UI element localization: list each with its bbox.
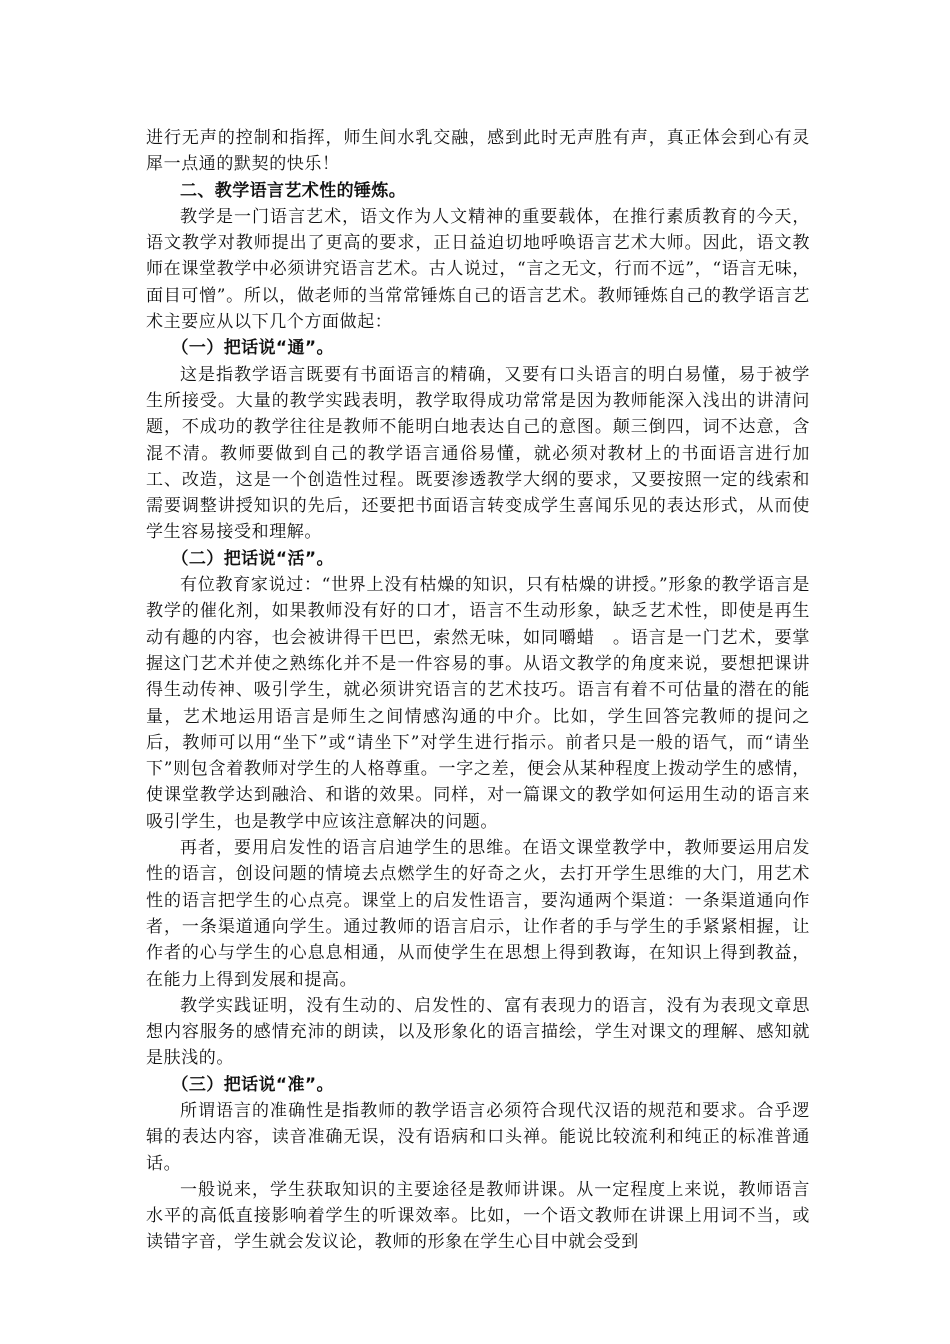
- document-page: [146, 125, 810, 1256]
- paragraph-continued: 进行无声的控制和指挥，师生间水乳交融，感到此时无声胜有声，真正体会到心有灵犀一点通的默契的快乐！: [146, 128, 810, 175]
- paragraph-intro: 教学是一门语言艺术，语文作为人文精神的重要载体，在推行素质教育的今天，语文教学对教师提出了更高的要求，正日益迫切地呼唤语言艺术大师。因此，语文教师在课堂教学中必须讲究语言艺术。古人说过，“言之无文，行而不远”，“语言无味，面目可憎”。所以，做老师的当常常锤炼自己的语言艺术。教师锤炼自己的教学语言艺术主要应从以下几个方面做起：: [146, 206, 810, 333]
- paragraph-shijian: 教学实践证明，没有生动的、启发性的、富有表现力的语言，没有为表现文章思想内容服务的感情充沛的朗读，以及形象化的语言描绘，学生对课文的理解、感知就是肤浅的。: [146, 995, 810, 1069]
- paragraph-jiangke: 一般说来，学生获取知识的主要途径是教师讲课。从一定程度上来说，教师语言水平的高低直接影响着学生的听课效率。比如，一个语文教师在讲课上用词不当，或读错字音，学生就会发议论，教师的形象在学生心目中就会受到: [146, 1179, 810, 1253]
- paragraph-zhun: 所谓语言的准确性是指教师的教学语言必须符合现代汉语的规范和要求。合乎逻辑的表达内容，读音准确无误，没有语病和口头禅。能说比较流利和纯正的标准普通话。: [146, 1100, 810, 1174]
- subheading-3: （三）把话说“准”。: [171, 1074, 334, 1095]
- subheading-1: （一）把话说“通”。: [171, 338, 334, 359]
- section-heading-2: 二、教学语言艺术性的锤炼。: [180, 180, 407, 201]
- paragraph-huo: 有位教育家说过：“世界上没有枯燥的知识，只有枯燥的讲授。”形象的教学语言是教学的催化剂，如果教师没有好的口才，语言不生动形象，缺乏艺术性，即使是再生动有趣的内容，也会被讲得干巴巴，索然无味，如同嚼蜡 。语言是一门艺术，要掌握这门艺术并使之熟练化并不是一件容易的事。从语文教学的角度来说，要想把课讲得生动传神、吸引学生，就必须讲究语言的艺术技巧。语言有着不可估量的潜在的能量，艺术地运用语言是师生之间情感沟通的中介。比如，学生回答完教师的提问之后，教师可以用“坐下”或“请坐下”对学生进行指示。前者只是一般的语气，而“请坐下”则包含着教师对学生的人格尊重。一字之差，便会从某种程度上拨动学生的感情，使课堂教学达到融洽、和谐的效果。同样，对一篇课文的教学如何运用生动的语言来吸引学生，也是教学中应该注意解决的问题。: [146, 575, 810, 832]
- paragraph-tong: 这是指教学语言既要有书面语言的精确，又要有口头语言的明白易懂，易于被学生所接受。大量的教学实践表明，教学取得成功常常是因为教师能深入浅出的讲清问题，不成功的教学往往是教师不能明白地表达自己的意图。颠三倒四，词不达意，含混不清。教师要做到自己的教学语言通俗易懂，就必须对教材上的书面语言进行加工、改造，这是一个创造性过程。既要渗透教学大纲的要求，又要按照一定的线索和需要调整讲授知识的先后，还要把书面语言转变成学生喜闻乐见的表达形式，从而使学生容易接受和理解。: [146, 364, 810, 543]
- subheading-2: （二）把话说“活”。: [171, 548, 334, 569]
- paragraph-qifa: 再者，要用启发性的语言启迪学生的思维。在语文课堂教学中，教师要运用启发性的语言，创设问题的情境去点燃学生的好奇之火，去打开学生思维的大门，用艺术性的语言把学生的心点亮。课堂上的启发性语言，要沟通两个渠道：一条渠道通向作者，一条渠道通向学生。通过教师的语言启示，让作者的手与学生的手紧紧相握，让作者的心与学生的心息息相通，从而使学生在思想上得到教诲，在知识上得到教益，在能力上得到发展和提高。: [146, 838, 810, 990]
